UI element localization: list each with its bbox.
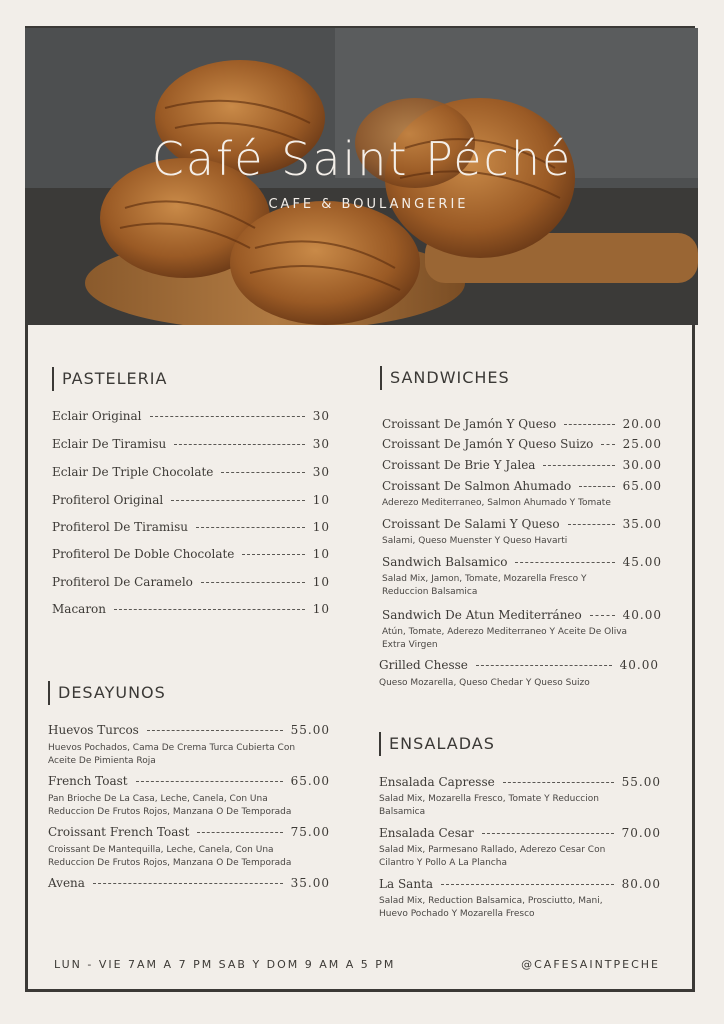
item-price: 30 xyxy=(312,465,330,479)
item-description: Salami, Queso Muenster Y Queso Havarti xyxy=(382,536,568,546)
item-name: Macaron xyxy=(52,602,107,616)
item-name: Croissant French Toast xyxy=(48,825,190,839)
cafe-tagline: CAFE & BOULANGERIE xyxy=(268,197,469,212)
dot-leader xyxy=(579,486,614,487)
opening-hours: LUN - VIE 7AM A 7 PM SAB Y DOM 9 AM A 5 PM xyxy=(54,958,396,971)
menu-item xyxy=(52,547,330,561)
item-name: Avena xyxy=(48,876,85,890)
menu-item xyxy=(48,774,330,788)
item-price: 10 xyxy=(312,575,330,589)
menu-item xyxy=(382,555,662,569)
menu-item xyxy=(382,517,662,531)
item-price: 40.00 xyxy=(622,608,662,622)
menu-item xyxy=(382,417,662,431)
section-title-pasteleria: PASTELERIA xyxy=(52,367,167,391)
item-name: Croissant De Jamón Y Queso Suizo xyxy=(382,437,594,451)
item-price: 30 xyxy=(312,409,330,423)
menu-item xyxy=(52,493,330,507)
dot-leader xyxy=(543,465,614,466)
item-description: Queso Mozarella, Queso Chedar Y Queso Suizo xyxy=(379,678,590,688)
menu-item xyxy=(52,520,330,534)
dot-leader xyxy=(171,500,304,501)
section-title-ensaladas: ENSALADAS xyxy=(379,732,495,756)
item-name: Croissant De Salami Y Queso xyxy=(382,517,560,531)
menu-item xyxy=(382,479,662,493)
item-name: Profiterol De Tiramisu xyxy=(52,520,188,534)
menu-item xyxy=(382,458,662,472)
item-description: Croissant De Mantequilla, Leche, Canela, Con Una Reduccion De Frutos Rojos, Manzana O De Temporada xyxy=(48,845,292,868)
item-name: Profiterol Original xyxy=(52,493,164,507)
item-price: 65.00 xyxy=(290,774,330,788)
item-name: La Santa xyxy=(379,877,434,891)
item-name: Eclair De Triple Chocolate xyxy=(52,465,214,479)
item-description: Aderezo Mediterraneo, Salmon Ahumado Y Tomate xyxy=(382,498,611,508)
item-price: 10 xyxy=(312,547,330,561)
item-name: Croissant De Salmon Ahumado xyxy=(382,479,572,493)
item-description: Salad Mix, Reduction Balsamica, Prosciutto, Mani, Huevo Pochado Y Mozarella Fresco xyxy=(379,896,603,919)
section-title-sandwiches: SANDWICHES xyxy=(380,366,510,390)
item-name: Profiterol De Caramelo xyxy=(52,575,193,589)
item-price: 10 xyxy=(312,520,330,534)
dot-leader xyxy=(242,554,304,555)
item-name: Croissant De Jamón Y Queso xyxy=(382,417,557,431)
menu-item xyxy=(379,826,661,840)
dot-leader xyxy=(503,782,614,783)
item-price: 30 xyxy=(312,437,330,451)
menu-item xyxy=(382,608,662,622)
menu-item xyxy=(379,775,661,789)
item-price: 45.00 xyxy=(622,555,662,569)
menu-item xyxy=(48,825,330,839)
item-name: Ensalada Capresse xyxy=(379,775,495,789)
dot-leader xyxy=(482,833,614,834)
dot-leader xyxy=(174,444,304,445)
item-price: 70.00 xyxy=(621,826,661,840)
dot-leader xyxy=(568,524,615,525)
item-price: 65.00 xyxy=(622,479,662,493)
menu-item xyxy=(52,465,330,479)
item-price: 75.00 xyxy=(290,825,330,839)
dot-leader xyxy=(147,730,283,731)
dot-leader xyxy=(601,444,614,445)
item-price: 10 xyxy=(312,493,330,507)
dot-leader xyxy=(201,582,305,583)
dot-leader xyxy=(136,781,283,782)
item-price: 25.00 xyxy=(622,437,662,451)
dot-leader xyxy=(590,615,615,616)
menu-item xyxy=(52,602,330,616)
menu-item xyxy=(48,876,330,890)
menu-item xyxy=(52,409,330,423)
item-price: 55.00 xyxy=(621,775,661,789)
item-name: Sandwich Balsamico xyxy=(382,555,508,569)
dot-leader xyxy=(93,883,283,884)
dot-leader xyxy=(441,884,614,885)
item-description: Atún, Tomate, Aderezo Mediterraneo Y Aceite De Oliva Extra Virgen xyxy=(382,627,628,650)
dot-leader xyxy=(196,527,305,528)
item-name: Huevos Turcos xyxy=(48,723,139,737)
item-name: Croissant De Brie Y Jalea xyxy=(382,458,536,472)
item-name: Ensalada Cesar xyxy=(379,826,474,840)
item-price: 35.00 xyxy=(290,876,330,890)
item-name: French Toast xyxy=(48,774,128,788)
item-price: 35.00 xyxy=(622,517,662,531)
item-name: Sandwich De Atun Mediterráneo xyxy=(382,608,582,622)
item-description: Salad Mix, Mozarella Fresco, Tomate Y Reduccion Balsamica xyxy=(379,794,599,817)
item-description: Huevos Pochados, Cama De Crema Turca Cubierta Con Aceite De Pimienta Roja xyxy=(48,743,296,766)
dot-leader xyxy=(221,472,304,473)
item-description: Salad Mix, Parmesano Rallado, Aderezo Cesar Con Cilantro Y Pollo A La Plancha xyxy=(379,845,606,868)
item-price: 55.00 xyxy=(290,723,330,737)
item-description: Salad Mix, Jamon, Tomate, Mozarella Fresco Y Reduccion Balsamica xyxy=(382,574,587,597)
item-name: Grilled Chesse xyxy=(379,658,468,672)
social-handle[interactable]: @CAFESAINTPECHE xyxy=(521,958,660,971)
menu-item xyxy=(379,658,659,672)
dot-leader xyxy=(564,424,614,425)
cafe-name: Café Saint Péché xyxy=(151,132,573,186)
menu-item xyxy=(379,877,661,891)
menu-item xyxy=(382,437,662,451)
item-name: Eclair Original xyxy=(52,409,142,423)
dot-leader xyxy=(150,416,305,417)
item-description: Pan Brioche De La Casa, Leche, Canela, Con Una Reduccion De Frutos Rojos, Manzana O De Temporada xyxy=(48,794,292,817)
item-name: Eclair De Tiramisu xyxy=(52,437,167,451)
section-title-desayunos: DESAYUNOS xyxy=(48,681,166,705)
dot-leader xyxy=(476,665,612,666)
menu-item xyxy=(48,723,330,737)
menu-item xyxy=(52,575,330,589)
item-price: 10 xyxy=(312,602,330,616)
dot-leader xyxy=(197,832,282,833)
menu-item xyxy=(52,437,330,451)
dot-leader xyxy=(515,562,614,563)
item-price: 80.00 xyxy=(621,877,661,891)
item-name: Profiterol De Doble Chocolate xyxy=(52,547,235,561)
item-price: 20.00 xyxy=(622,417,662,431)
dot-leader xyxy=(114,609,305,610)
item-price: 30.00 xyxy=(622,458,662,472)
item-price: 40.00 xyxy=(619,658,659,672)
